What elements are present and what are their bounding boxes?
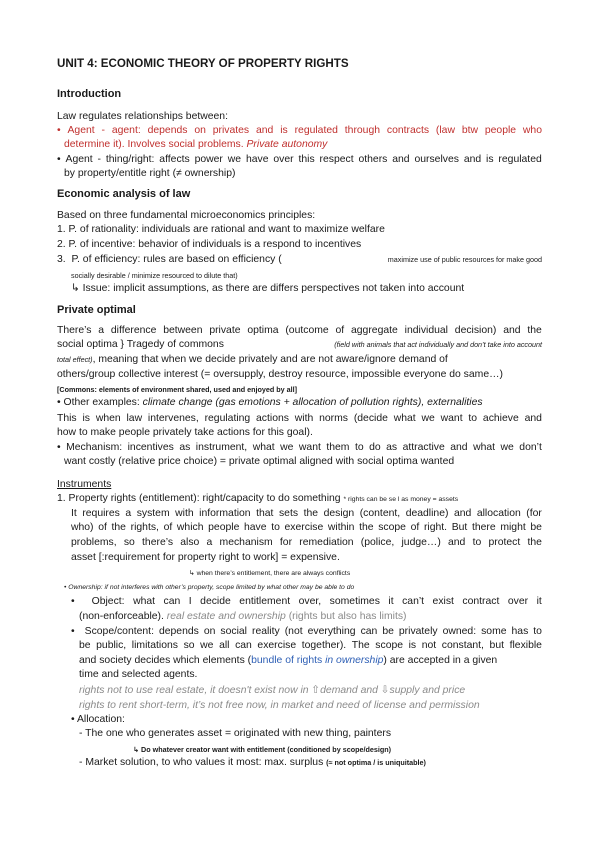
word: scope — [375, 640, 404, 651]
word: • — [57, 154, 61, 165]
word: to — [354, 442, 364, 453]
word: what — [473, 442, 496, 453]
word: respect — [319, 154, 354, 165]
instr-allocation-market: - Market solution, to who values it most: max. surplus (≈ not optima / is uniquitable) — [79, 757, 426, 768]
word: of — [163, 522, 173, 533]
word: mechanism — [219, 537, 273, 548]
word: regulated — [498, 154, 542, 165]
word: protect — [488, 537, 521, 548]
word: to — [468, 413, 478, 424]
word: people — [208, 522, 240, 533]
word: what — [393, 413, 416, 424]
word: privately — [398, 626, 438, 637]
word: can — [163, 596, 181, 607]
word: - — [97, 154, 102, 165]
intro-bullet-agent-thing-cont: by property/entitle right (≠ ownership) — [64, 168, 236, 179]
word: contracts — [386, 125, 430, 136]
word: The — [351, 640, 370, 651]
word: Mechanism: — [66, 442, 123, 453]
heading-instruments: Instruments — [57, 479, 112, 490]
instr-allocation-creator: - The one who generates asset = originated with new thing, painters — [79, 728, 392, 739]
word: • — [57, 125, 61, 136]
word: and — [524, 413, 542, 424]
priv-line-2: social optima } Tragedy of commons (field with animals that act individually and don’t take into account — [57, 339, 542, 350]
word: • — [71, 596, 75, 607]
word: law — [126, 413, 143, 424]
word: some — [481, 626, 507, 637]
word: public, — [96, 640, 127, 651]
word: remediation — [299, 537, 354, 548]
word: them — [326, 442, 350, 453]
word: to — [472, 537, 482, 548]
word: private — [209, 325, 241, 336]
word: over — [273, 154, 294, 165]
word: limitations — [131, 640, 178, 651]
word: and — [463, 154, 482, 165]
word: others — [358, 154, 388, 165]
word: can — [360, 626, 378, 637]
word: instrument, — [195, 442, 248, 453]
word: thing/right: — [105, 154, 155, 165]
word: flexible — [509, 640, 542, 651]
word: exercise — [257, 640, 297, 651]
word: (content, — [359, 508, 401, 519]
word: can — [235, 640, 252, 651]
word: when — [95, 413, 121, 424]
word: of — [410, 522, 420, 533]
word: want — [298, 442, 321, 453]
word: all — [219, 640, 230, 651]
word: regulating — [204, 413, 251, 424]
instr-scope-2 — [79, 639, 542, 652]
word: there — [471, 522, 496, 533]
word: social — [220, 626, 247, 637]
word: Agent — [67, 125, 95, 136]
word: the — [527, 325, 542, 336]
word: - — [101, 125, 105, 136]
word: But — [451, 522, 468, 533]
word: a — [98, 325, 105, 336]
priv-mechanism — [57, 441, 542, 454]
word: can’t — [402, 596, 425, 607]
word: aggregate — [351, 325, 398, 336]
word: to — [533, 626, 542, 637]
word: agent: — [111, 125, 141, 136]
econ-principle-efficiency-cont: socially desirable / minimize resourced to dilute that) — [71, 271, 238, 280]
instr-property-rights: 1. Property rights (entitlement): right/capacity to do something * rights can be se l as money = assets — [57, 493, 459, 504]
word: and — [450, 442, 468, 453]
word: a — [206, 537, 213, 548]
instr-line-5: asset [:requirement for property right to work] = expensive. — [71, 552, 340, 563]
word: intervenes, — [147, 413, 199, 424]
word: constant, — [441, 640, 484, 651]
instr-line-2 — [71, 507, 542, 520]
word: right. — [423, 522, 448, 533]
intro-bullet-agent-agent — [57, 124, 542, 137]
word: is — [82, 413, 90, 424]
instr-conflicts-note: ↳ when there’s entitlement, there are always conflicts — [189, 570, 351, 577]
word: information — [199, 508, 251, 519]
word: • — [71, 626, 75, 637]
instr-allocation-creator-note: ↳ Do whatever creator want with entitlement (conditioned by scope/design) — [133, 745, 392, 754]
word: of — [98, 522, 107, 533]
word: we — [421, 413, 435, 424]
word: over — [507, 596, 529, 607]
instr-line-3 — [71, 521, 542, 534]
word: as — [179, 442, 191, 453]
word: between — [163, 325, 203, 336]
word: people — [484, 125, 517, 136]
word: system — [136, 508, 170, 519]
word: have — [245, 154, 269, 165]
instr-line-4 — [71, 536, 542, 549]
word: Scope/content: — [84, 626, 154, 637]
instr-ownership-note: • Ownership: if not interferes with other’s property, scope limited by what other may be able to do — [64, 584, 355, 591]
word: individual — [404, 325, 448, 336]
intro-bullet-agent-agent-cont: determine it). Involves social problems. Private autonomy — [64, 139, 328, 150]
word: (police, — [360, 537, 395, 548]
heading-private-optimal: Private optimal — [57, 304, 136, 316]
word: so — [123, 537, 135, 548]
word: for — [279, 537, 293, 548]
commons-definition: [Commons: elements of environment shared, used and enjoyed by all] — [57, 385, 298, 394]
word: Agent — [65, 154, 93, 165]
word: this — [298, 154, 315, 165]
word: attractive — [402, 442, 445, 453]
word: sets — [278, 508, 299, 519]
word: decide — [200, 596, 231, 607]
word: and — [503, 325, 521, 336]
priv-line-4: others/group collective interest (= oversupply, destroy resource, impossible everyone do same…) — [57, 369, 503, 380]
word: it — [388, 596, 394, 607]
econ-principle-efficiency: 3. P. of efficiency: rules are based on efficiency ( maximize use of public resources for make good — [57, 254, 542, 265]
word: everything — [307, 626, 356, 637]
word: a — [125, 508, 132, 519]
word: deadline) — [405, 508, 449, 519]
word: (not — [284, 626, 303, 637]
word: is — [280, 125, 288, 136]
word: through — [344, 125, 381, 136]
word: the — [527, 537, 542, 548]
instr-scope — [71, 625, 542, 638]
word: (law — [435, 125, 455, 136]
intro-bullet-agent-thing — [57, 153, 542, 166]
word: over, — [298, 596, 322, 607]
word: entitlement — [239, 596, 291, 607]
econ-principle-rationality: 1. P. of rationality: individuals are rational and want to maximize welfare — [57, 224, 385, 235]
word: has — [511, 626, 529, 637]
word: design — [323, 508, 355, 519]
word: with — [175, 508, 194, 519]
word: affects — [159, 154, 190, 165]
word: and — [392, 154, 410, 165]
word: (decide — [353, 413, 388, 424]
word: regulated — [294, 125, 338, 136]
word: sometimes — [329, 596, 380, 607]
word: who — [522, 125, 542, 136]
word: reality — [251, 626, 280, 637]
word: do — [369, 442, 381, 453]
word: optima — [247, 325, 279, 336]
word: together). — [301, 640, 347, 651]
word: there’s — [142, 537, 174, 548]
word: but — [489, 640, 504, 651]
word: (outcome — [285, 325, 329, 336]
word: as — [386, 442, 398, 453]
word: achieve — [482, 413, 519, 424]
word: actions — [256, 413, 289, 424]
word: might — [500, 522, 526, 533]
word: it — [536, 596, 542, 607]
priv-mechanism-cont: want costly (relative price choice) = private optimal aligned with social optima wanted — [64, 456, 455, 467]
word: I — [188, 596, 192, 607]
word: ourselves — [414, 154, 459, 165]
word: be — [382, 626, 394, 637]
word: we — [280, 442, 294, 453]
word: power — [194, 154, 223, 165]
word: the — [359, 522, 374, 533]
word: within — [327, 522, 355, 533]
word: we — [500, 442, 514, 453]
word: what — [252, 442, 275, 453]
word: requires — [82, 508, 120, 519]
word: don’t — [519, 442, 542, 453]
word: This — [57, 413, 77, 424]
instr-scope-3: and society decides which elements (bundle of rights in ownership) are accepted in a given — [79, 655, 498, 666]
word: (for — [526, 508, 542, 519]
word: • — [57, 442, 61, 453]
instr-allocation: • Allocation: — [71, 714, 125, 725]
heading-economic-analysis: Economic analysis of law — [57, 188, 191, 200]
private-autonomy-note: Private autonomy — [246, 139, 328, 150]
word: the — [111, 522, 126, 533]
word: the — [303, 508, 319, 519]
word: exercise — [284, 522, 324, 533]
word: norms — [319, 413, 348, 424]
word: which — [176, 522, 204, 533]
econ-lead: Based on three fundamental microeconomics principles: — [57, 210, 316, 221]
word: owned: — [442, 626, 477, 637]
page-title: UNIT 4: ECONOMIC THEORY OF PROPERTY RIGHTS — [57, 57, 349, 70]
word: on — [194, 125, 206, 136]
word: we — [227, 154, 242, 165]
word: want — [440, 413, 463, 424]
word: of — [335, 325, 345, 336]
instr-scope-example-1: rights not to use real estate, it doesn't exist now in ⇧demand and ⇩supply and price — [79, 685, 466, 696]
word: and — [453, 508, 472, 519]
word: not — [421, 640, 437, 651]
word: difference — [110, 325, 157, 336]
word: so — [183, 640, 195, 651]
word: what — [133, 596, 156, 607]
word: allocation — [476, 508, 521, 519]
instr-object-cont: (non-enforceable). real estate and ownership (rights but also has limits) — [79, 611, 407, 622]
word: incentives — [127, 442, 174, 453]
word: depends — [158, 626, 199, 637]
word: and — [448, 537, 466, 548]
word: scope — [378, 522, 406, 533]
word: be — [530, 522, 542, 533]
word: have — [244, 522, 267, 533]
heading-introduction: Introduction — [57, 88, 122, 100]
econ-issue-note: ↳ Issue: implicit assumptions, as there are differs perspectives not taken into account — [71, 283, 465, 294]
word: decision) — [454, 325, 497, 336]
priv-line-8: how to make people privately take actions for this goal). — [57, 427, 313, 438]
word: btw — [461, 125, 478, 136]
word: who) — [71, 522, 94, 533]
instr-scope-example-2: rights to rent short-term, it’s not free now, in market and need of license and permission — [79, 700, 480, 711]
word: rights, — [130, 522, 159, 533]
priv-line-7 — [57, 412, 542, 425]
priv-line-1 — [57, 324, 542, 337]
word: is — [486, 154, 494, 165]
intro-lead: Law regulates relationships between: — [57, 111, 228, 122]
word: is — [408, 640, 417, 651]
priv-other-examples: • Other examples: climate change (gas emotions + allocation of pollution rights), externalities — [57, 397, 483, 408]
word: exist — [432, 596, 454, 607]
word: problems, — [71, 537, 117, 548]
word: that — [256, 508, 274, 519]
word: privates — [212, 125, 250, 136]
instr-object — [71, 595, 542, 608]
word: There’s — [57, 325, 92, 336]
word: It — [71, 508, 77, 519]
econ-principle-incentive: 2. P. of incentive: behavior of individuals is a respond to incentives — [57, 239, 362, 250]
word: on — [203, 626, 216, 637]
word: and — [256, 125, 274, 136]
word: also — [180, 537, 200, 548]
word: be — [79, 640, 91, 651]
word: Object: — [91, 596, 125, 607]
word: judge…) — [401, 537, 441, 548]
word: with — [294, 413, 314, 424]
word: to — [271, 522, 280, 533]
instr-scope-4: time and selected agents. — [79, 669, 198, 680]
word: depends — [147, 125, 188, 136]
word: we — [200, 640, 214, 651]
word: contract — [462, 596, 500, 607]
bundle-of-rights-term: bundle of rights — [251, 655, 323, 666]
priv-line-3: total effect), meaning that when we decide privately and are not aware/ignore demand of — [57, 354, 448, 365]
